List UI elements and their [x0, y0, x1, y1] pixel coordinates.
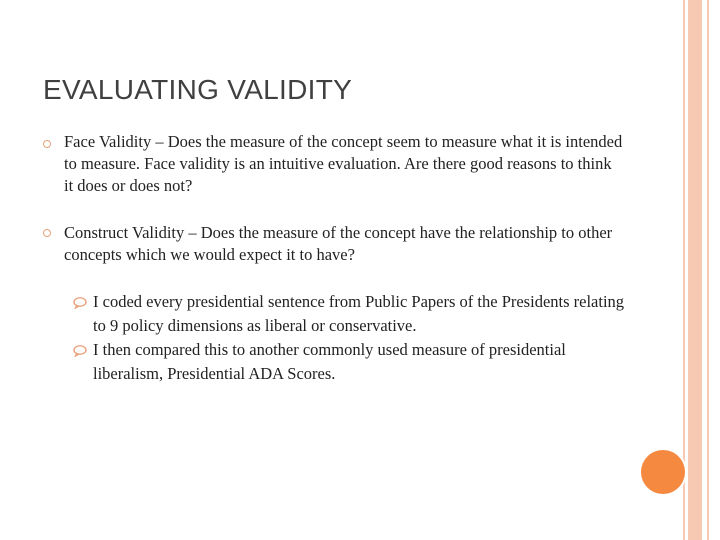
decorative-stripe-wide: [688, 0, 702, 540]
decorative-stripe-thin-left: [683, 0, 685, 540]
sub-bullet-comparison: I then compared this to another commonly used measure of presidential liberalism, Presidential ADA Scores.: [93, 340, 566, 383]
ring-bullet-icon: [43, 140, 51, 148]
bullet-construct-validity: Construct Validity – Does the measure of the concept have the relationship to other concepts which we would expect it to have?: [64, 223, 613, 264]
slide-title: EVALUATING VALIDITY: [43, 74, 353, 105]
bullet-face-validity: Face Validity – Does the measure of the concept seem to measure what it is intended to measure. Face validity is an intuitive evaluation. Are there good reasons to think it does or does not?: [64, 132, 623, 195]
speech-bubble-bullet-icon: [73, 345, 87, 357]
decorative-stripe-thin-right: [707, 0, 709, 540]
ring-bullet-icon: [43, 229, 51, 237]
sub-bullet-coding: I coded every presidential sentence from Public Papers of the Presidents relating to 9 policy dimensions as liberal or conservative.: [93, 292, 625, 335]
speech-bubble-bullet-icon: [73, 297, 87, 309]
decorative-orange-circle: [641, 450, 685, 494]
